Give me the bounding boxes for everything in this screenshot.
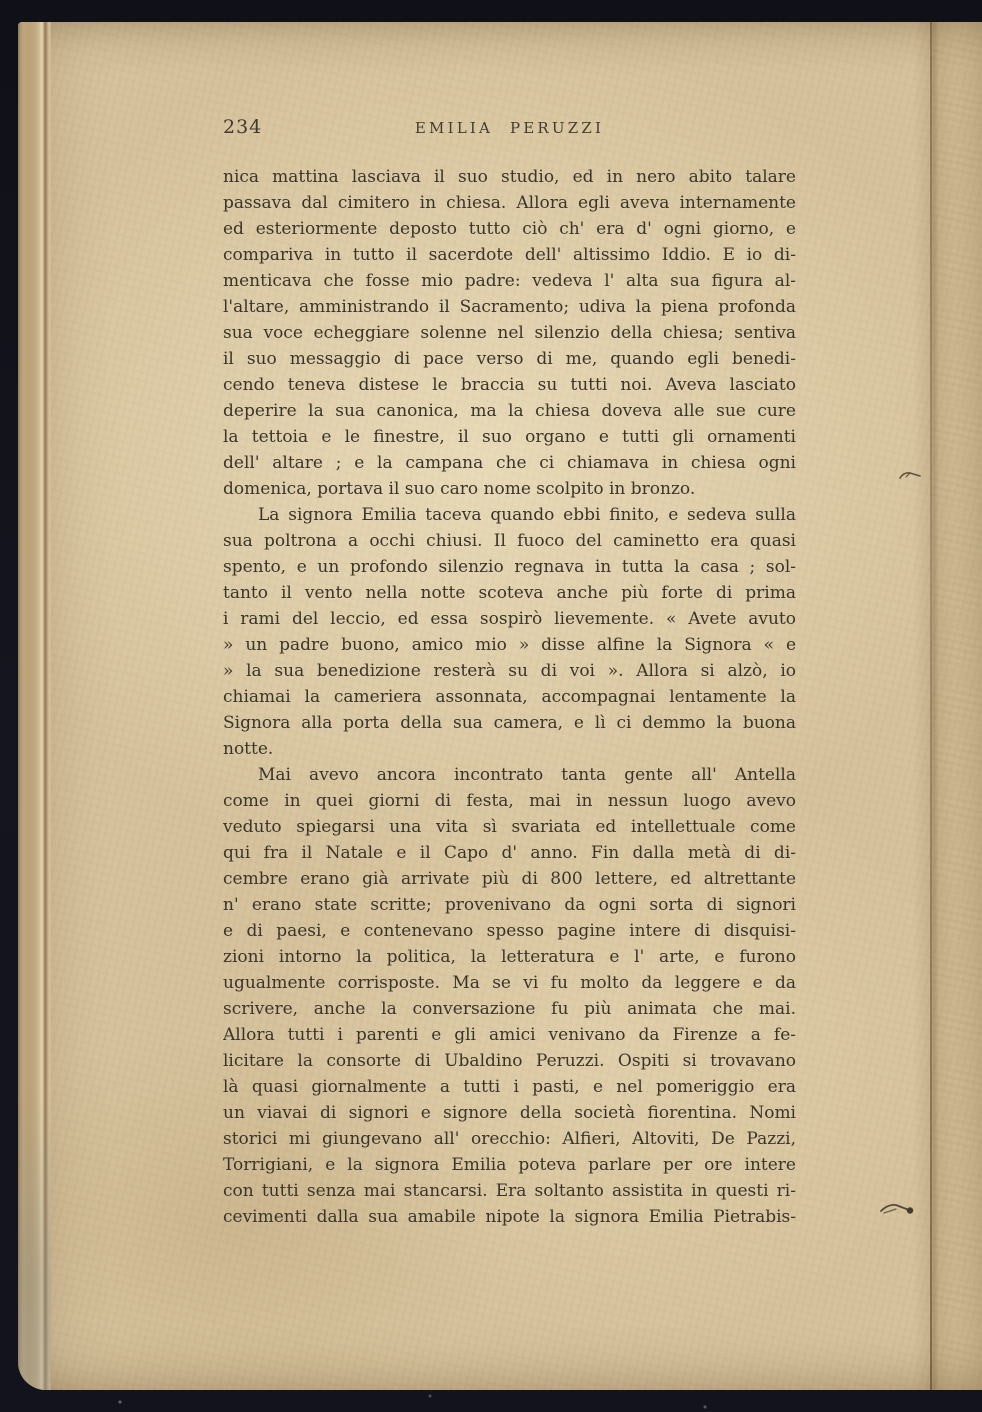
- text-line: cembre erano già arrivate più di 800 lettere, ed altrettante: [223, 869, 796, 889]
- text-line: cendo teneva distese le braccia su tutti noi. Aveva lasciato: [223, 375, 796, 395]
- pencil-margin-mark-icon: [876, 1197, 918, 1223]
- text-line: menticava che fosse mio padre: vedeva l' alta sua figura al-: [223, 271, 796, 291]
- text-line: deperire la sua canonica, ma la chiesa doveva alle sue cure: [223, 401, 796, 421]
- text-line: il suo messaggio di pace verso di me, quando egli benedi-: [223, 349, 796, 369]
- text-line: la tettoia e le finestre, il suo organo e tutti gli ornamenti: [223, 427, 796, 447]
- text-line: dell' altare ; e la campana che ci chiamava in chiesa ogni: [223, 453, 796, 473]
- running-header: EMILIA PERUZZI: [414, 119, 605, 137]
- text-line: Torrigiani, e la signora Emilia poteva parlare per ore intere: [223, 1155, 796, 1175]
- text-line: n' erano state scritte; provenivano da ogni sorta di signori: [223, 895, 796, 915]
- page-text-block: [223, 116, 796, 1230]
- text-line: i rami del leccio, ed essa sospirò lievemente. « Avete avuto: [223, 609, 796, 629]
- text-line: La signora Emilia taceva quando ebbi finito, e sedeva sulla: [258, 505, 796, 525]
- text-line: compariva in tutto il sacerdote dell' altissimo Iddio. E io di-: [223, 245, 796, 265]
- text-line: scrivere, anche la conversazione fu più animata che mai.: [223, 999, 796, 1019]
- page-edge-stack: [18, 22, 51, 1390]
- text-line: storici mi giungevano all' orecchio: Alfieri, Altoviti, De Pazzi,: [223, 1129, 796, 1149]
- text-line: cevimenti dalla sua amabile nipote la signora Emilia Pietrabis-: [223, 1207, 796, 1227]
- text-line: » un padre buono, amico mio » disse alfine la Signora « e: [223, 635, 796, 655]
- text-line: ed esteriormente deposto tutto ciò ch' era d' ogni giorno, e: [223, 219, 796, 239]
- body-text: [223, 164, 796, 1230]
- text-line: come in quei giorni di festa, mai in nessun luogo avevo: [223, 791, 796, 811]
- text-line: l'altare, amministrando il Sacramento; udiva la piena profonda: [223, 297, 796, 317]
- book-page-scan: [18, 22, 982, 1390]
- page-number: 234: [223, 116, 263, 138]
- text-line: e di paesi, e contenevano spesso pagine intere di disquisi-: [223, 921, 796, 941]
- text-line: notte.: [223, 739, 274, 759]
- text-line: zioni intorno la politica, la letteratura e l' arte, e furono: [223, 947, 796, 967]
- page-header: [223, 116, 796, 140]
- text-line: sua voce echeggiare solenne nel silenzio della chiesa; sentiva: [223, 323, 796, 343]
- adjacent-page-sliver: [932, 22, 982, 1390]
- text-line: con tutti senza mai stancarsi. Era soltanto assistita in questi ri-: [223, 1181, 796, 1201]
- text-line: Allora tutti i parenti e gli amici venivano da Firenze a fe-: [223, 1025, 796, 1045]
- text-line: domenica, portava il suo caro nome scolpito in bronzo.: [223, 479, 696, 499]
- text-line: veduto spiegarsi una vita sì svariata ed intellettuale come: [223, 817, 796, 837]
- text-line: licitare la consorte di Ubaldino Peruzzi. Ospiti si trovavano: [223, 1051, 796, 1071]
- text-line: tanto il vento nella notte scoteva anche più forte di prima: [223, 583, 796, 603]
- text-line: passava dal cimitero in chiesa. Allora egli aveva internamente: [223, 193, 796, 213]
- text-line: nica mattina lasciava il suo studio, ed in nero abito talare: [223, 167, 796, 187]
- text-line: chiamai la cameriera assonnata, accompagnai lentamente la: [223, 687, 796, 707]
- text-line: qui fra il Natale e il Capo d' anno. Fin dalla metà di di-: [223, 843, 796, 863]
- text-line: sua poltrona a occhi chiusi. Il fuoco del caminetto era quasi: [223, 531, 796, 551]
- text-line: spento, e un profondo silenzio regnava in tutta la casa ; sol-: [223, 557, 796, 577]
- text-line: » la sua benedizione resterà su di voi ». Allora si alzò, io: [223, 661, 796, 681]
- text-line: Mai avevo ancora incontrato tanta gente all' Antella: [258, 765, 796, 785]
- text-line: un viavai di signori e signore della società fiorentina. Nomi: [223, 1103, 796, 1123]
- text-line: Signora alla porta della sua camera, e lì ci demmo la buona: [223, 713, 796, 733]
- text-line: ugualmente corrisposte. Ma se vi fu molto da leggere e da: [223, 973, 796, 993]
- text-line: là quasi giornalmente a tutti i pasti, e nel pomeriggio era: [223, 1077, 796, 1097]
